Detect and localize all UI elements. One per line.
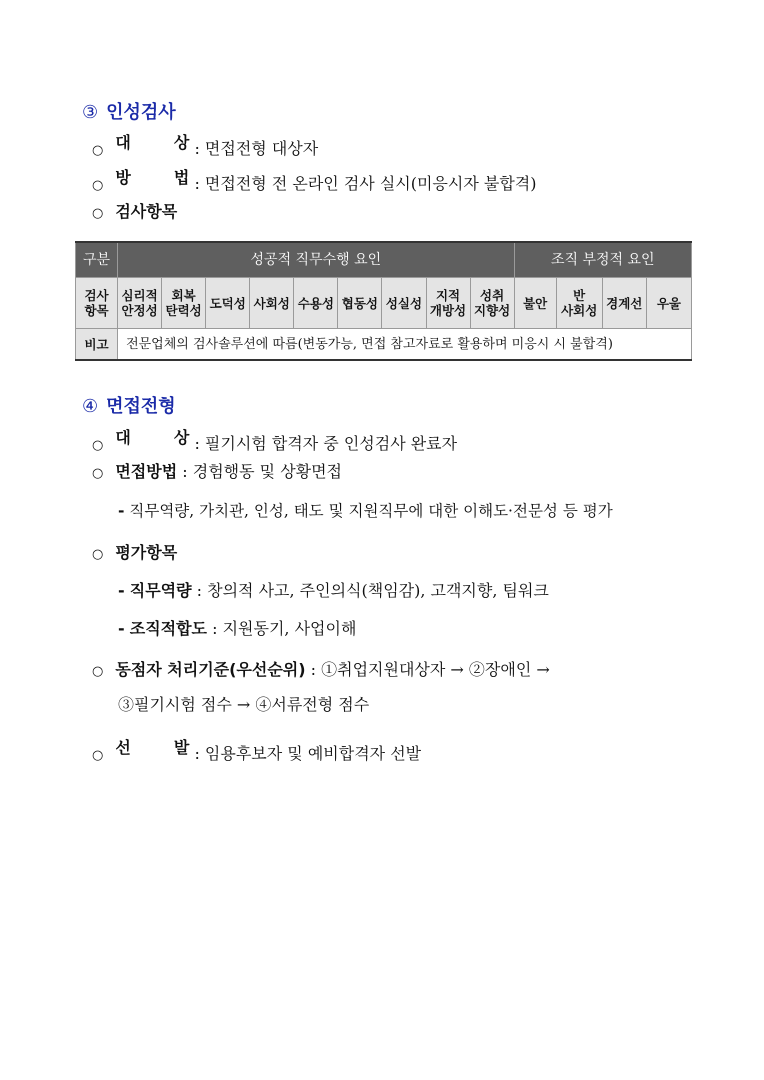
dash-icon: - [118,502,125,520]
section-4-title: 면접전형 [106,396,176,417]
sec3-target-text: : 면접전형 대상자 [194,139,319,158]
table-item-cell: 성실성 [382,278,426,329]
table-item-cell: 반 사회성 [556,278,602,329]
table-header-category: 구분 [76,242,118,278]
sec4-eval1-label: 직무역량 [129,581,192,600]
sec4-target-label: 대 상 [115,428,190,447]
sec4-eval1-line [118,580,549,602]
dash-icon: - [118,581,125,600]
sec4-tie-line2 [118,694,369,716]
sec4-select-line [92,737,421,767]
sec4-select-label: 선 발 [115,738,190,757]
section-4-heading [82,392,176,418]
bullet-icon: ○ [92,206,104,221]
table-note-text: 전문업체의 검사솔루션에 따름(변동가능, 면접 참고자료로 활용하며 미응시 시 불합격) [118,329,692,361]
table-item-cell: 우울 [646,278,691,329]
sec3-method-line [92,167,537,197]
bullet-icon: ○ [92,143,104,158]
bullet-icon: ○ [92,178,104,193]
sec4-eval-label: 평가항목 [115,543,178,562]
sec4-eval2-text: : 지원동기, 사업이해 [212,619,357,638]
section-3-title: 인성검사 [106,102,176,123]
table-note-label: 비고 [76,329,118,361]
bullet-icon: ○ [92,547,104,562]
bullet-icon: ○ [92,664,104,679]
table-item-cell: 수용성 [294,278,338,329]
bullet-icon: ○ [92,438,104,453]
table-item-cell: 지적 개방성 [426,278,470,329]
section-3-heading [82,98,176,124]
table-item-cell: 경계선 [602,278,646,329]
sec3-items-line [92,201,177,225]
sec4-eval2-line [118,618,356,640]
sec4-eval2-label: 조직적합도 [129,619,208,638]
sec3-target-label: 대 상 [115,133,190,152]
sec4-select-text: : 임용후보자 및 예비합격자 선발 [194,744,422,763]
section-4-number: ④ [82,396,99,417]
table-item-cell: 협동성 [338,278,382,329]
sec4-target-text: : 필기시험 합격자 중 인성검사 완료자 [194,434,458,453]
sec4-method-text: : 경험행동 및 상황면접 [182,462,343,481]
table-item-cell: 불안 [514,278,556,329]
sec4-tie-label: 동점자 처리기준(우선순위) [115,660,306,679]
table-header-success-factors: 성공적 직무수행 요인 [118,242,515,278]
section-3-number: ③ [82,102,99,123]
sec4-method-label: 면접방법 [115,462,178,481]
bullet-icon: ○ [92,748,104,763]
table-header-negative-factors: 조직 부정적 요인 [514,242,691,278]
table-items-row [76,278,692,329]
table-item-cell: 성취 지향성 [470,278,514,329]
table-header-row [76,242,692,278]
sec4-method-sub-text: 직무역량, 가치관, 인성, 태도 및 지원직무에 대한 이해도·전문성 등 평가 [129,502,613,520]
sec4-method-line [92,461,342,485]
sec4-eval1-text: : 창의적 사고, 주인의식(책임감), 고객지향, 팀워크 [196,581,549,600]
dash-icon: - [118,619,125,638]
sec4-tie-text1: : ①취업지원대상자 → ②장애인 → [310,660,550,679]
sec3-target-line [92,132,318,162]
table-item-cell: 사회성 [250,278,294,329]
sec3-method-text: : 면접전형 전 온라인 검사 실시(미응시자 불합격) [194,174,537,193]
table-row-label-items: 검사 항목 [76,278,118,329]
sec4-method-sub-line [118,500,613,522]
sec4-target-line [92,427,457,457]
sec3-items-label: 검사항목 [115,202,178,221]
sec4-eval-line [92,542,177,566]
sec4-tie-line [92,659,550,683]
sec3-method-label: 방 법 [115,168,190,187]
bullet-icon: ○ [92,466,104,481]
personality-test-table [75,241,692,361]
sec4-tie-text2: ③필기시험 점수 → ④서류전형 점수 [118,695,370,714]
table-note-row [76,329,692,361]
table-item-cell: 도덕성 [206,278,250,329]
table-item-cell: 심리적 안정성 [118,278,162,329]
table-item-cell: 회복 탄력성 [162,278,206,329]
